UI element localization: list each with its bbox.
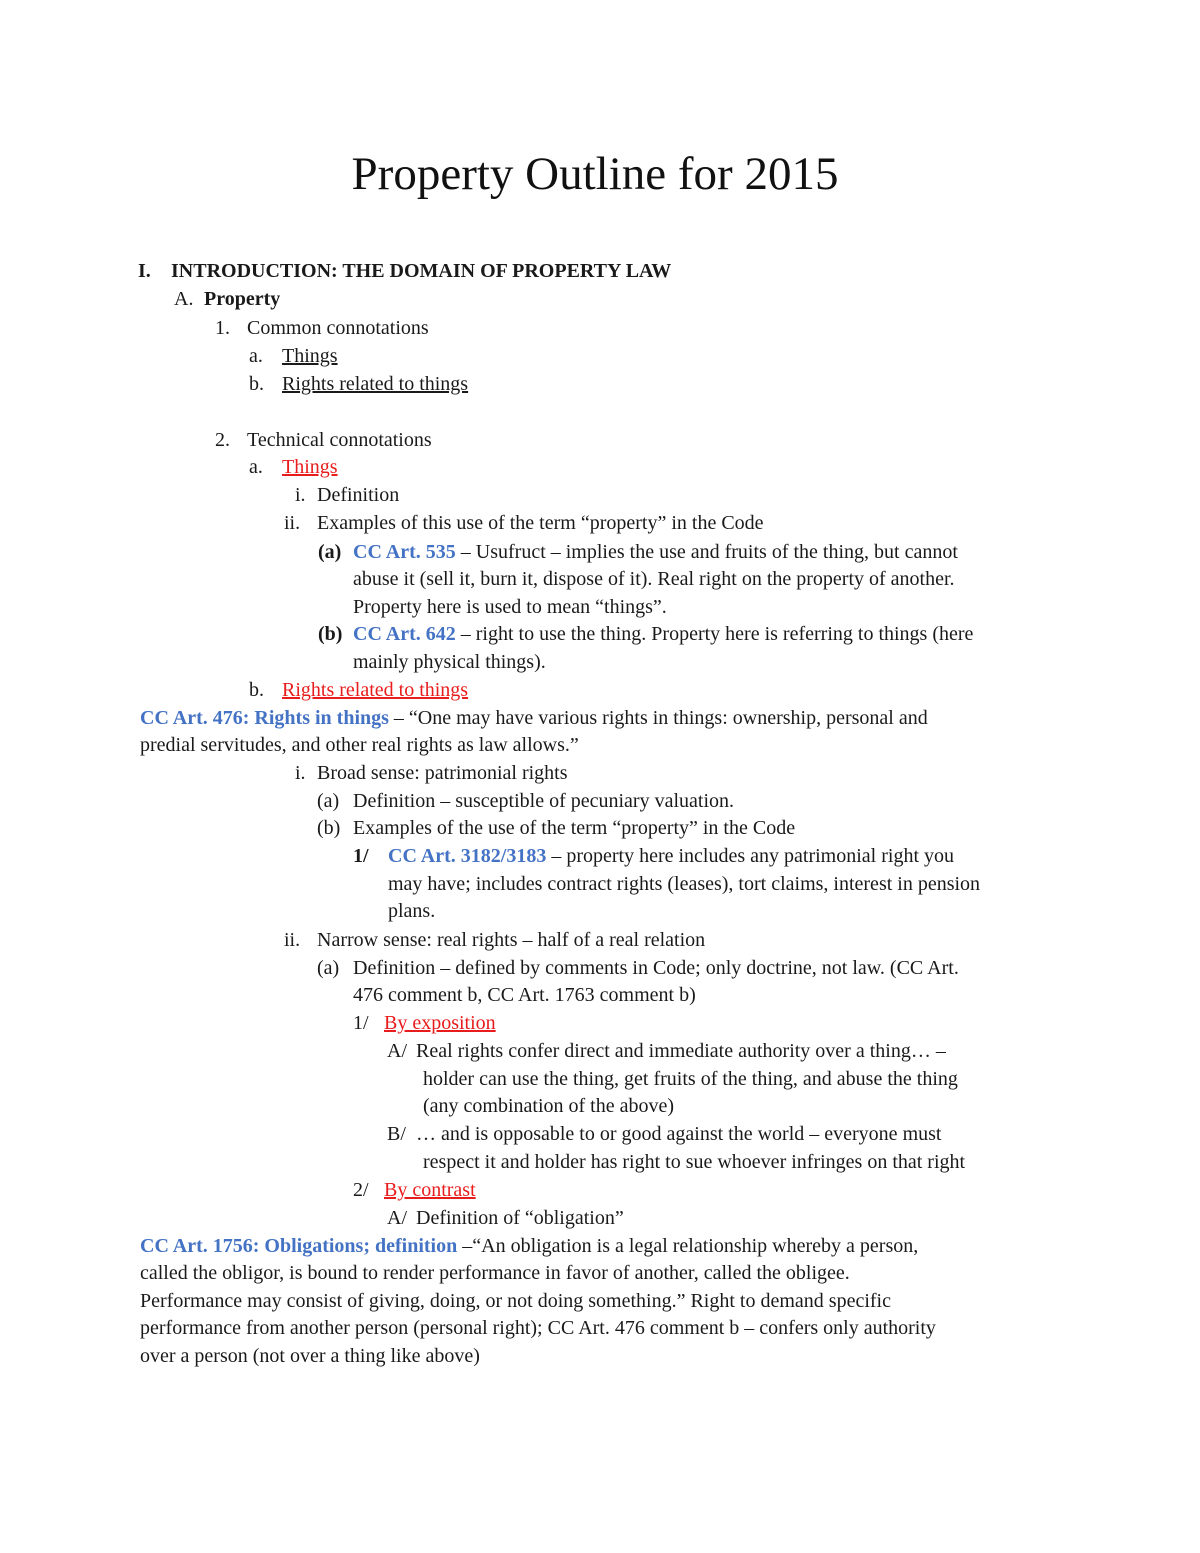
list-letter: b. (249, 373, 264, 395)
article-text: may have; includes contract rights (leases), tort claims, interest in pension (388, 873, 981, 895)
article-entry (140, 705, 928, 732)
article-reference: CC Art. 476: Rights in things (140, 707, 389, 729)
article-text: – “One may have various rights in things: ownership, personal and (388, 707, 928, 729)
list-item-emphasis: By contrast (384, 1179, 476, 1201)
list-letter: a. (249, 345, 263, 367)
list-letter: a. (249, 456, 263, 478)
list-item: Real rights confer direct and immediate authority over a thing… – (416, 1040, 946, 1062)
list-paren: (a) (317, 790, 340, 812)
article-text: Performance may consist of giving, doing, or not doing something.” Right to demand specific (140, 1290, 891, 1312)
list-slash-letter: A/ (387, 1207, 407, 1229)
article-text: –“An obligation is a legal relationship whereby a person, (457, 1235, 919, 1257)
list-item: Definition – susceptible of pecuniary valuation. (353, 790, 735, 812)
list-item: Things (282, 345, 338, 367)
article-reference: CC Art. 642 (353, 623, 456, 645)
article-text: predial servitudes, and other real rights as law allows.” (140, 734, 579, 756)
list-item: Narrow sense: real rights – half of a real relation (317, 929, 706, 951)
list-item: Examples of the use of the term “property” in the Code (353, 817, 796, 839)
section-heading: INTRODUCTION: THE DOMAIN OF PROPERTY LAW (171, 260, 672, 282)
list-slash-letter: B/ (387, 1123, 406, 1145)
list-paren: (b) (317, 817, 341, 839)
article-entry (388, 843, 954, 870)
list-item: Examples of this use of the term “property” in the Code (317, 512, 764, 534)
list-item: Rights related to things (282, 373, 469, 395)
list-item: Common connotations (247, 317, 429, 339)
article-text: plans. (388, 900, 436, 922)
list-item-emphasis: By exposition (384, 1012, 496, 1034)
list-item: Broad sense: patrimonial rights (317, 762, 568, 784)
list-item: Technical connotations (247, 429, 432, 451)
article-reference: CC Art. 3182/3183 (388, 845, 547, 867)
list-roman: i. (295, 484, 306, 506)
article-reference: CC Art. 1756: Obligations; definition (140, 1235, 458, 1257)
article-text: – right to use the thing. Property here is referring to things (here (455, 623, 974, 645)
article-text: – property here includes any patrimonial right you (546, 845, 954, 867)
list-item-emphasis: Rights related to things (282, 679, 469, 701)
article-entry (140, 1233, 918, 1260)
list-slash-number: 2/ (353, 1179, 369, 1201)
list-item-emphasis: Things (282, 456, 338, 478)
article-text: Property here is used to mean “things”. (353, 596, 667, 618)
list-item: (any combination of the above) (423, 1095, 675, 1117)
list-item: Definition of “obligation” (416, 1207, 624, 1229)
list-item: Definition – defined by comments in Code; only doctrine, not law. (CC Art. (353, 957, 959, 979)
article-entry (353, 539, 958, 566)
list-number: 2. (215, 429, 230, 451)
list-paren: (a) (318, 541, 342, 563)
article-text: performance from another person (personal right); CC Art. 476 comment b – confers only authority (140, 1317, 936, 1339)
list-item: respect it and holder has right to sue whoever infringes on that right (423, 1151, 966, 1173)
list-item: … and is opposable to or good against the world – everyone must (416, 1123, 942, 1145)
section-number: I. (138, 260, 151, 282)
list-letter: b. (249, 679, 264, 701)
article-text: mainly physical things). (353, 651, 546, 673)
list-paren: (b) (318, 623, 343, 645)
list-slash-letter: A/ (387, 1040, 407, 1062)
list-roman: i. (295, 762, 306, 784)
list-item: holder can use the thing, get fruits of the thing, and abuse the thing (423, 1068, 958, 1090)
article-reference: CC Art. 535 (353, 541, 456, 563)
document-title: Property Outline for 2015 (351, 148, 839, 200)
list-number: 1. (215, 317, 230, 339)
article-entry (353, 621, 973, 648)
list-item: Definition (317, 484, 400, 506)
list-paren: (a) (317, 957, 340, 979)
article-text: – Usufruct – implies the use and fruits of the thing, but cannot (455, 541, 958, 563)
list-slash-number: 1/ (353, 1012, 369, 1034)
subsection-letter: A. (174, 288, 194, 310)
list-roman: ii. (284, 512, 301, 534)
article-text: abuse it (sell it, burn it, dispose of it). Real right on the property of another. (353, 568, 955, 590)
subsection-heading: Property (204, 288, 281, 310)
list-slash-number: 1/ (353, 845, 369, 867)
article-text: called the obligor, is bound to render performance in favor of another, called the obligee. (140, 1262, 850, 1284)
list-roman: ii. (284, 929, 301, 951)
list-item: 476 comment b, CC Art. 1763 comment b) (353, 984, 696, 1006)
article-text: over a person (not over a thing like above) (140, 1345, 480, 1367)
